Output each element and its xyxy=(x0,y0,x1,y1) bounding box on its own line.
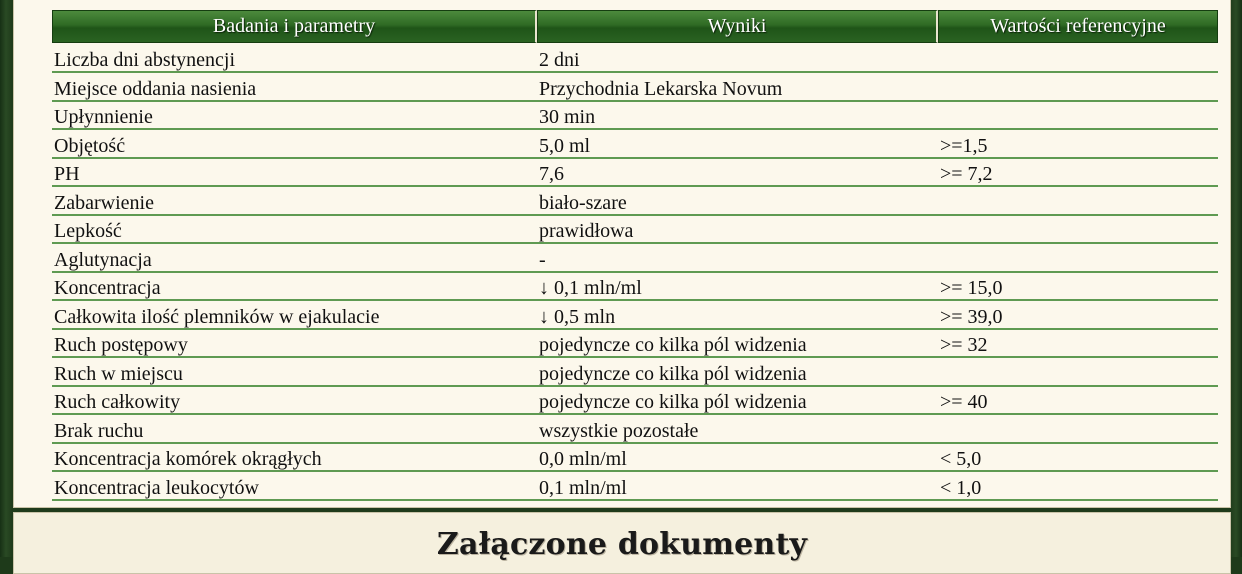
reference-cell xyxy=(938,73,1218,102)
column-header-reference-values: Wartości referencyjne xyxy=(938,10,1218,43)
reference-cell xyxy=(938,43,1218,73)
result-cell: 5,0 ml xyxy=(537,130,938,159)
result-cell: - xyxy=(537,244,938,273)
result-cell: 30 min xyxy=(537,102,938,131)
parameter-cell: Koncentracja leukocytów xyxy=(52,472,537,501)
table-row xyxy=(52,387,1218,416)
table-row xyxy=(52,73,1218,102)
result-cell: Przychodnia Lekarska Novum xyxy=(537,73,938,102)
table-row xyxy=(52,472,1218,501)
reference-cell xyxy=(938,216,1218,245)
table-row xyxy=(52,415,1218,444)
table-row xyxy=(52,130,1218,159)
parameter-cell: Aglutynacja xyxy=(52,244,537,273)
parameter-cell: Zabarwienie xyxy=(52,187,537,216)
table-row xyxy=(52,330,1218,359)
table-header xyxy=(52,10,1218,43)
parameter-cell: Ruch w miejscu xyxy=(52,358,537,387)
result-cell: pojedyncze co kilka pól widzenia xyxy=(537,330,938,359)
reference-cell xyxy=(938,415,1218,444)
table-row xyxy=(52,301,1218,330)
parameter-cell: Lepkość xyxy=(52,216,537,245)
parameter-cell: Ruch postępowy xyxy=(52,330,537,359)
reference-cell xyxy=(938,244,1218,273)
result-cell: pojedyncze co kilka pól widzenia xyxy=(537,387,938,416)
table-row xyxy=(52,187,1218,216)
reference-cell: < 1,0 xyxy=(938,472,1218,501)
parameter-cell: Koncentracja komórek okrągłych xyxy=(52,444,537,473)
header-row xyxy=(52,10,1218,43)
result-cell: biało-szare xyxy=(537,187,938,216)
result-cell: wszystkie pozostałe xyxy=(537,415,938,444)
result-cell: pojedyncze co kilka pól widzenia xyxy=(537,358,938,387)
reference-cell: >= 40 xyxy=(938,387,1218,416)
reference-cell: >= 7,2 xyxy=(938,159,1218,188)
parameter-cell: Objętość xyxy=(52,130,537,159)
semen-analysis-table xyxy=(52,10,1218,501)
reference-cell xyxy=(938,358,1218,387)
reference-cell: >= 39,0 xyxy=(938,301,1218,330)
table-row xyxy=(52,273,1218,302)
parameter-cell: Liczba dni abstynencji xyxy=(52,43,537,73)
table-row xyxy=(52,159,1218,188)
parameter-cell: Miejsce oddania nasienia xyxy=(52,73,537,102)
result-cell: prawidłowa xyxy=(537,216,938,245)
attachments-heading: Załączone dokumenty xyxy=(436,527,808,562)
column-header-results: Wyniki xyxy=(537,10,938,43)
reference-cell: >= 32 xyxy=(938,330,1218,359)
parameter-cell: Brak ruchu xyxy=(52,415,537,444)
table-row xyxy=(52,244,1218,273)
result-cell: 0,0 mln/ml xyxy=(537,444,938,473)
result-cell: 0,1 mln/ml xyxy=(537,472,938,501)
table-body xyxy=(52,43,1218,501)
table-row xyxy=(52,102,1218,131)
table-row xyxy=(52,43,1218,73)
result-cell: 2 dni xyxy=(537,43,938,73)
reference-cell: >= 15,0 xyxy=(938,273,1218,302)
results-panel xyxy=(13,0,1231,508)
reference-cell xyxy=(938,187,1218,216)
column-header-parameters: Badania i parametry xyxy=(52,10,537,43)
result-cell: ↓ 0,1 mln/ml xyxy=(537,273,938,302)
reference-cell: >=1,5 xyxy=(938,130,1218,159)
table-row xyxy=(52,358,1218,387)
parameter-cell: Ruch całkowity xyxy=(52,387,537,416)
parameter-cell: Koncentracja xyxy=(52,273,537,302)
attachments-panel xyxy=(13,512,1231,574)
reference-cell xyxy=(938,102,1218,131)
table-row xyxy=(52,216,1218,245)
parameter-cell: Upłynnienie xyxy=(52,102,537,131)
parameter-cell: Całkowita ilość plemników w ejakulacie xyxy=(52,301,537,330)
result-cell: 7,6 xyxy=(537,159,938,188)
parameter-cell: PH xyxy=(52,159,537,188)
result-cell: ↓ 0,5 mln xyxy=(537,301,938,330)
table-row xyxy=(52,444,1218,473)
reference-cell: < 5,0 xyxy=(938,444,1218,473)
